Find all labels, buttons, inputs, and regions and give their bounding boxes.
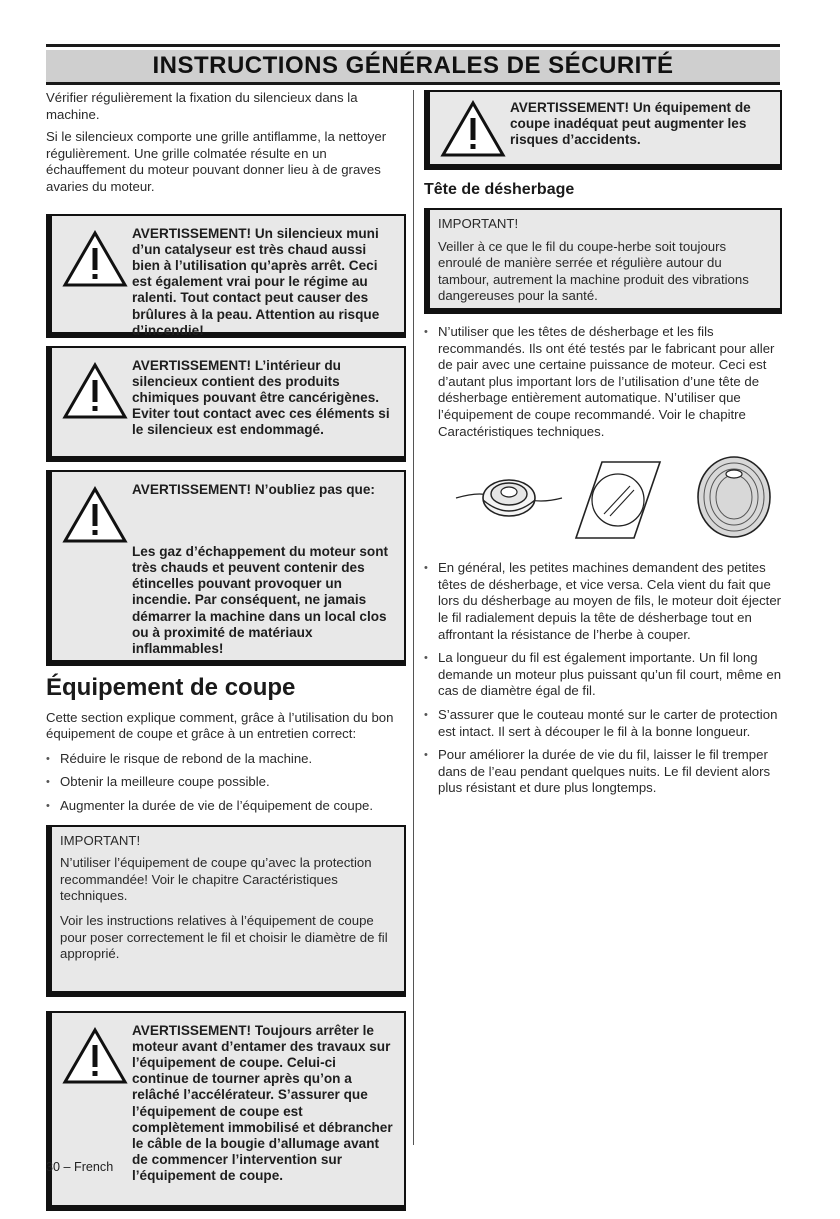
section-title-cutting-equipment: Équipement de coupe bbox=[46, 673, 296, 701]
list-item: • Pour améliorer la durée de vie du fil, laisser le fil tremper dans de l’eau pendant quelques nuits. Le fil devient alors plus résistant et dure plus longtemps. bbox=[424, 747, 782, 797]
warning-text-inadequate-equipment: AVERTISSEMENT! Un équipement de coupe inadéquat peut augmenter les risques d’accidents. bbox=[510, 100, 751, 148]
trimmer-head-icon bbox=[454, 458, 564, 538]
left-column bbox=[46, 90, 406, 1219]
list-item: • S’assurer que le couteau monté sur le carter de protection est intact. Il sert à découper le fil à la bonne longueur. bbox=[424, 707, 782, 740]
important-text-2: Voir les instructions relatives à l’équipement de coupe pour poser correctement le fil et choisir le diamètre de fil approprié. bbox=[60, 912, 388, 962]
warning-text-stop-engine: AVERTISSEMENT! Toujours arrêter le moteur avant d’entamer des travaux sur l’équipement de coupe. Celui-ci continue de tourner après qu’on a relâché l’accélérateur. S’assurer que l’équipement de coupe est complètement immobilisé et débrancher le câble de la bougie d’allumage avant de commencer l’intervention sur l’équipement de coupe. bbox=[132, 1022, 393, 1184]
list-item: • Obtenir la meilleure coupe possible. bbox=[46, 774, 406, 791]
important-box-line bbox=[424, 208, 782, 314]
warning-triangle-icon bbox=[440, 100, 506, 158]
important-text-line: Veiller à ce que le fil du coupe-herbe soit toujours enroulé de manière serrée et régulière autour du tambour, autrement la machine produit des vibrations dangereuses pour la santé. bbox=[438, 238, 749, 304]
warning-box-inadequate-equipment bbox=[424, 90, 782, 170]
column-divider bbox=[413, 90, 414, 1145]
trimmer-list-1 bbox=[424, 324, 782, 440]
list-item: • N’utiliser que les têtes de désherbage et les fils recommandés. Ils ont été testés par le fabricant pour aller de pair avec une certaine puissance de moteur. Ceci est d’autant plus important lors de l’utilisation d’une tête de désherbage entièrement automatique. N’utiliser que l’équipement de coupe recommandé. Voir le chapitre Caractéristiques techniques. bbox=[424, 324, 782, 440]
warning-triangle-icon bbox=[62, 1027, 128, 1085]
intro-paragraph-1: Vérifier régulièrement la fixation du silencieux dans la machine. bbox=[46, 90, 358, 122]
important-box-protection bbox=[46, 825, 406, 997]
warning-exhaust-body: Les gaz d’échappement du moteur sont très chauds et peuvent contenir des étincelles pouvant provoquer un incendie. Par conséquent, ne jamais démarrer la machine dans un local clos ou à proximité de matériaux inflammables! bbox=[132, 543, 389, 656]
warning-exhaust-heading: AVERTISSEMENT! N’oubliez pas que: bbox=[132, 481, 375, 497]
warning-box-exhaust bbox=[46, 470, 406, 666]
warning-triangle-icon bbox=[62, 362, 128, 420]
important-heading: IMPORTANT! bbox=[60, 832, 141, 848]
page-title: INSTRUCTIONS GÉNÉRALES DE SÉCURITÉ bbox=[46, 50, 780, 85]
warning-box-catalyst bbox=[46, 214, 406, 338]
important-heading: IMPORTANT! bbox=[438, 216, 519, 231]
trimmer-list-2 bbox=[424, 560, 782, 797]
list-item: • Augmenter la durée de vie de l’équipement de coupe. bbox=[46, 798, 406, 815]
section-intro: Cette section explique comment, grâce à l’utilisation du bon équipement de coupe et grâce à un entretien correct: bbox=[46, 709, 394, 742]
line-spool-icon bbox=[694, 452, 774, 542]
important-text-1: N’utiliser l’équipement de coupe qu’avec la protection recommandée! Voir le chapitre Caractéristiques techniques. bbox=[60, 855, 372, 904]
trimmer-equipment-illustration bbox=[424, 450, 782, 546]
right-column bbox=[424, 90, 782, 807]
intro-paragraph-2: Si le silencieux comporte une grille antiflamme, la nettoyer régulièrement. Une grille colmatée résulte en un échauffement du moteur pouvant donner lieu à de graves avaries du moteur. bbox=[46, 129, 387, 194]
warning-text-chemicals: AVERTISSEMENT! L’intérieur du silencieux contient des produits chimiques pouvant être cancérigènes. Eviter tout contact avec ces éléments si le silencieux est endommagé. bbox=[132, 357, 390, 438]
header-rule bbox=[46, 44, 780, 47]
line-package-icon bbox=[574, 454, 664, 544]
list-item: • Réduire le risque de rebond de la machine. bbox=[46, 751, 406, 768]
warning-text-catalyst: AVERTISSEMENT! Un silencieux muni d’un catalyseur est très chaud aussi bien à l’utilisation qu’après arrêt. Ceci est également vrai pour le régime au ralenti. Tout contact peut causer des brûlures à la peau. Attention au risque d’incendie! bbox=[132, 225, 380, 338]
warning-box-stop-engine bbox=[46, 1011, 406, 1211]
page-number: 30 – French bbox=[46, 1160, 114, 1174]
benefits-list bbox=[46, 751, 406, 815]
spacer bbox=[132, 498, 396, 544]
warning-triangle-icon bbox=[62, 230, 128, 288]
list-item: • En général, les petites machines demandent des petites têtes de désherbage, et vice versa. Cela vient du fait que lors du désherbage au moyen de fils, le moteur doit éjecter le fil radialement depuis la tête de désherbage tout en affrontant la résistance de l’herbe à couper. bbox=[424, 560, 782, 643]
subsection-title-trimmer-head: Tête de désherbage bbox=[424, 181, 575, 198]
warning-box-chemicals bbox=[46, 346, 406, 462]
list-item: • La longueur du fil est également importante. Un fil long demande un moteur plus puissant qu’un fil court, même en cas de diamètre égal de fil. bbox=[424, 650, 782, 700]
warning-triangle-icon bbox=[62, 486, 128, 544]
